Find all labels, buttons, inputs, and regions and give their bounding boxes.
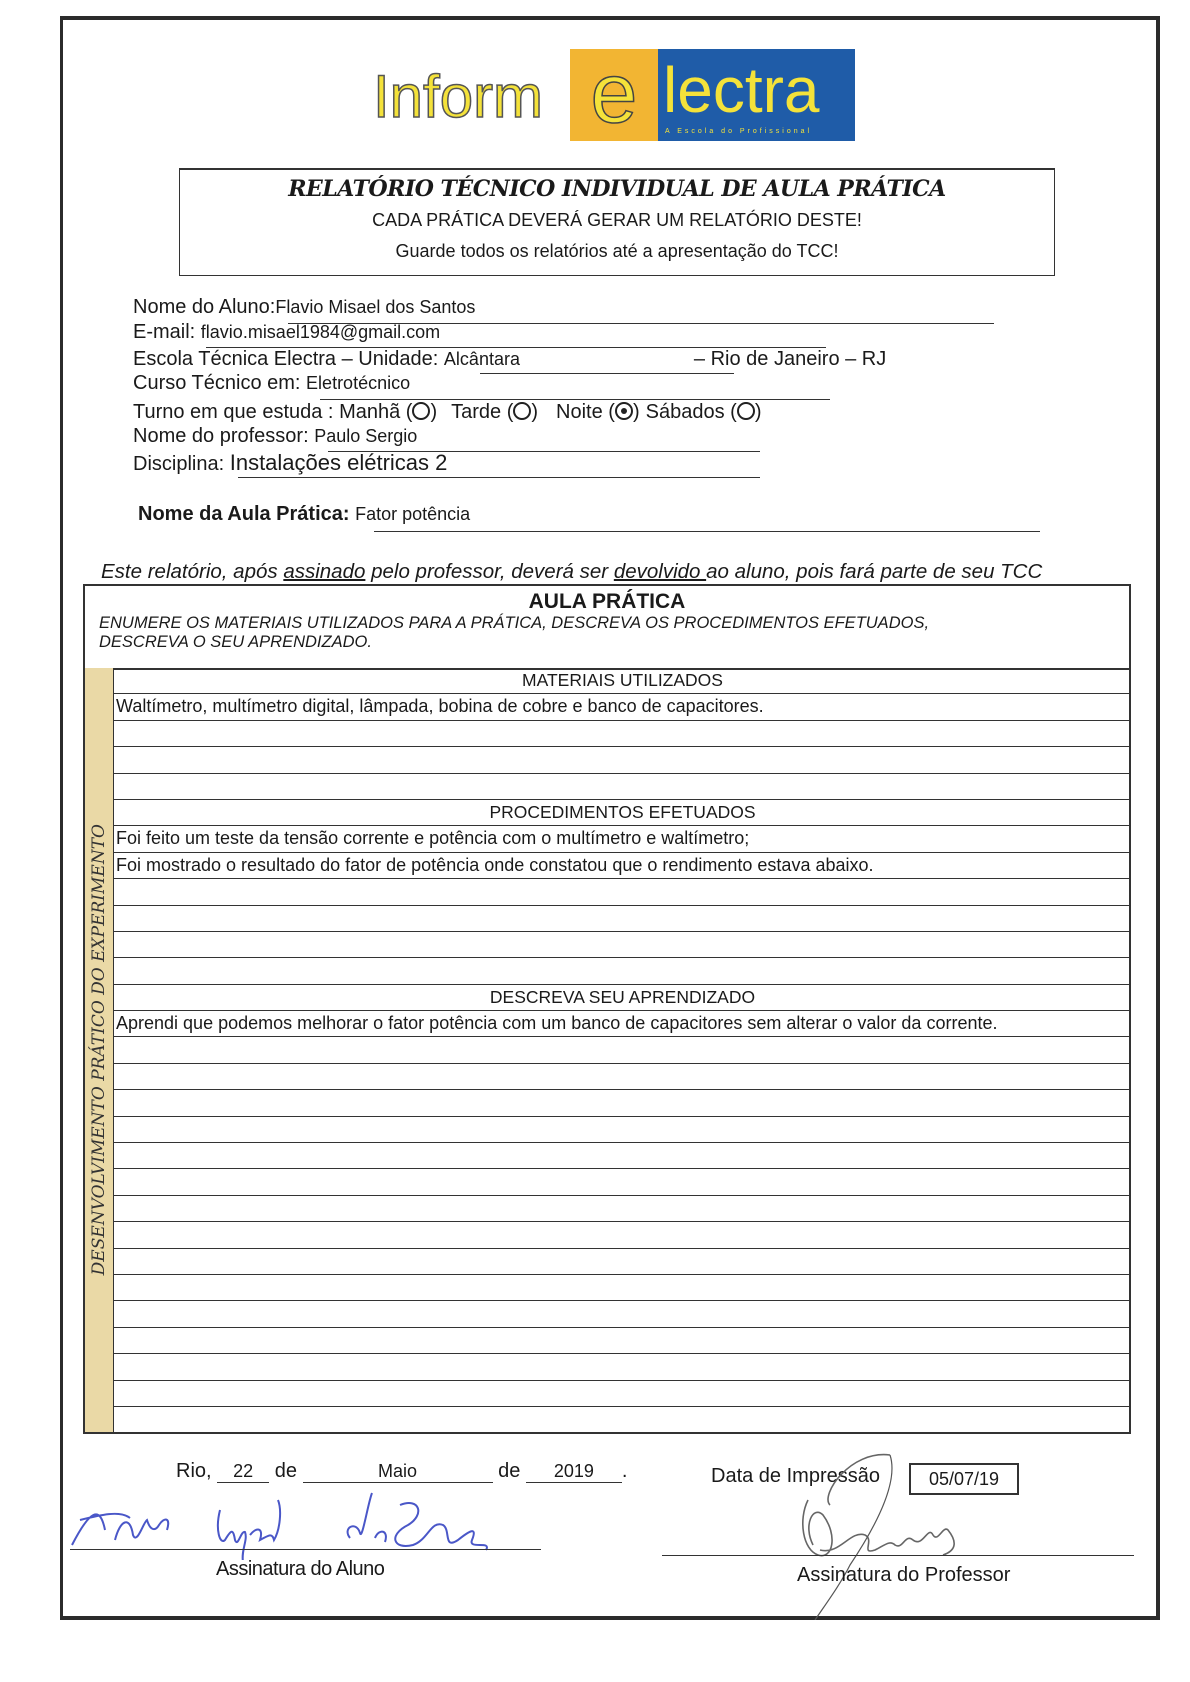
field-aula	[138, 503, 470, 526]
underline	[480, 373, 734, 374]
disclaimer-underlined: assinado	[283, 560, 366, 583]
underline	[320, 399, 830, 400]
instructions-line: DESCREVA O SEU APRENDIZADO.	[99, 633, 372, 651]
turno-option-noite[interactable]: Noite ( )	[556, 401, 640, 423]
disciplina-value[interactable]: Instalações elétricas 2	[229, 450, 448, 475]
student-signature-label: Assinatura do Aluno	[216, 1558, 385, 1580]
section-header: MATERIAIS UTILIZADOS	[114, 668, 1129, 694]
underline	[374, 531, 1040, 532]
table-row[interactable]	[114, 1196, 1129, 1222]
field-email	[133, 321, 440, 344]
table-row[interactable]	[114, 1354, 1129, 1380]
curso-value[interactable]: Eletrotécnico	[306, 373, 411, 393]
radio-button[interactable]	[737, 402, 755, 420]
table-row[interactable]	[114, 932, 1129, 958]
table-row[interactable]	[114, 1117, 1129, 1143]
turno-label: Noite	[556, 401, 603, 423]
turno-label: Sábados	[645, 401, 725, 423]
table-row[interactable]	[114, 1222, 1129, 1248]
dot: .	[621, 1460, 628, 1482]
disclaimer-text: Este relatório, após	[101, 560, 284, 583]
table-row[interactable]	[114, 1249, 1129, 1275]
table-row[interactable]	[114, 1407, 1129, 1433]
table-row[interactable]: Aprendi que podemos melhorar o fator potência com um banco de capacitores sem alterar o valor da corrente.	[114, 1011, 1129, 1037]
field-aluno	[133, 296, 475, 319]
turno-label: Turno em que estuda :	[133, 401, 334, 423]
disclaimer	[101, 560, 1042, 584]
table-row[interactable]	[114, 958, 1129, 984]
instructions-line: ENUMERE OS MATERIAIS UTILIZADOS PARA A PRÁTICA, DESCREVA OS PROCEDIMENTOS EFETUADOS,	[99, 614, 930, 632]
de-label: de	[274, 1460, 297, 1482]
side-label: DESENVOLVIMENTO PRÁTICO DO EXPERIMENTO	[89, 824, 109, 1276]
section-header: DESCREVA SEU APRENDIZADO	[114, 985, 1129, 1011]
aula-label: Nome da Aula Prática:	[138, 503, 350, 525]
practice-table	[83, 584, 1131, 1434]
table-row[interactable]	[114, 747, 1129, 773]
disclaimer-text: ao aluno, pois fará parte de seu TCC	[706, 560, 1043, 583]
disclaimer-underlined: devolvido	[613, 560, 707, 583]
report-header	[179, 168, 1055, 276]
professor-signature-label: Assinatura do Professor	[797, 1564, 1011, 1586]
professor-signature-line	[662, 1555, 1134, 1556]
day-value[interactable]: 22	[217, 1461, 269, 1483]
radio-button[interactable]	[513, 402, 531, 420]
logo-tagline: A Escola do Profissional	[665, 128, 813, 135]
table-row[interactable]	[114, 1037, 1129, 1063]
table-header	[85, 586, 1129, 670]
table-row[interactable]	[114, 1381, 1129, 1407]
turno-label: Tarde	[451, 401, 502, 423]
table-row[interactable]	[114, 774, 1129, 800]
professor-label: Nome do professor:	[133, 425, 309, 447]
email-value[interactable]: flavio.misael1984@gmail.com	[200, 322, 441, 342]
table-row[interactable]	[114, 879, 1129, 905]
table-rows	[114, 668, 1129, 1432]
table-row[interactable]	[114, 1169, 1129, 1195]
field-professor	[133, 425, 417, 448]
logo-e: e	[590, 49, 638, 140]
logo-text: Inform	[373, 63, 544, 130]
radio-button[interactable]	[615, 402, 633, 420]
radio-button[interactable]	[412, 402, 430, 420]
escola-label: Escola Técnica Electra – Unidade:	[133, 348, 439, 370]
table-row[interactable]	[114, 906, 1129, 932]
turno-option-tarde[interactable]: Tarde ( )	[451, 401, 539, 423]
underline	[238, 477, 760, 478]
email-label: E-mail:	[133, 321, 196, 343]
section-header: PROCEDIMENTOS EFETUADOS	[114, 800, 1129, 826]
de-label: de	[498, 1460, 521, 1482]
date-line	[176, 1460, 627, 1483]
rio-label: Rio,	[176, 1460, 212, 1482]
table-row[interactable]: Waltímetro, multímetro digital, lâmpada, bobina de cobre e banco de capacitores.	[114, 694, 1129, 720]
table-title: AULA PRÁTICA	[528, 590, 686, 613]
professor-signature	[760, 1450, 1060, 1620]
year-value[interactable]: 2019	[526, 1461, 622, 1483]
table-row[interactable]	[114, 721, 1129, 747]
turno-options	[339, 401, 775, 423]
aula-value[interactable]: Fator potência	[355, 504, 471, 524]
print-date-label: Data de Impressão	[711, 1465, 880, 1487]
field-curso	[133, 372, 410, 395]
month-value[interactable]: Maio	[303, 1461, 493, 1483]
side-column	[85, 668, 114, 1432]
table-row[interactable]	[114, 1275, 1129, 1301]
field-turno	[133, 401, 775, 424]
table-row[interactable]: Foi mostrado o resultado do fator de potência onde constatou que o rendimento estava abaixo.	[114, 853, 1129, 879]
disclaimer-text: pelo professor, deverá ser	[365, 560, 614, 583]
field-disciplina	[133, 450, 447, 476]
unidade-value[interactable]: Alcântara	[443, 349, 520, 369]
table-row[interactable]	[114, 1328, 1129, 1354]
field-escola	[133, 348, 886, 371]
logo-text-2: lectra	[663, 55, 820, 125]
aluno-value[interactable]: Flavio Misael dos Santos	[275, 297, 476, 317]
turno-option-manhã[interactable]: Manhã ( )	[339, 401, 438, 423]
turno-option-sábados[interactable]: Sábados ( )	[645, 401, 762, 423]
table-row[interactable]	[114, 1064, 1129, 1090]
table-row[interactable]	[114, 1090, 1129, 1116]
aluno-label: Nome do Aluno:	[133, 296, 276, 318]
table-row[interactable]	[114, 1143, 1129, 1169]
table-row[interactable]	[114, 1301, 1129, 1327]
print-date-box: 05/07/19	[909, 1463, 1019, 1495]
turno-label: Manhã	[339, 401, 401, 423]
report-title: RELATÓRIO TÉCNICO INDIVIDUAL DE AULA PRÁTICA	[288, 176, 946, 202]
disciplina-label: Disciplina:	[133, 453, 225, 475]
cidade-label: – Rio de Janeiro – RJ	[693, 348, 887, 370]
student-signature-line	[70, 1549, 541, 1550]
curso-label: Curso Técnico em:	[133, 372, 301, 394]
informelectra-logo	[373, 49, 855, 141]
report-subtitle: CADA PRÁTICA DEVERÁ GERAR UM RELATÓRIO DESTE!	[372, 210, 862, 230]
table-row[interactable]: Foi feito um teste da tensão corrente e potência com o multímetro e waltímetro;	[114, 826, 1129, 852]
professor-value[interactable]: Paulo Sergio	[314, 426, 418, 446]
report-note: Guarde todos os relatórios até a apresentação do TCC!	[395, 241, 839, 261]
